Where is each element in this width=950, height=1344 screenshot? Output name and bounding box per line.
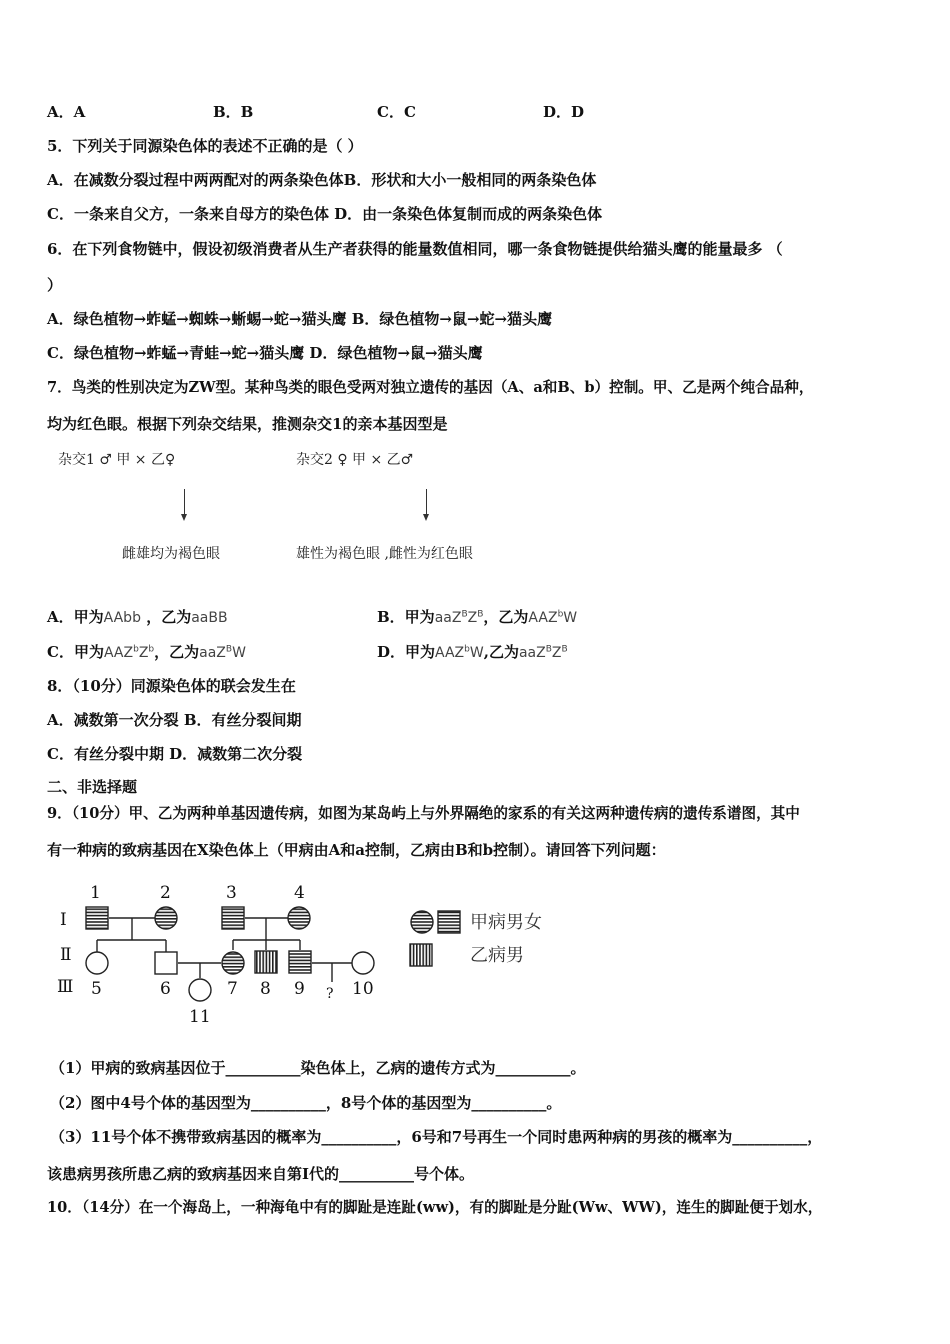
ped-num-11: 11 [189, 1007, 211, 1027]
q6-options-cd: C．绿色植物→蚱蜢→青蛙→蛇→猫头鹰 D．绿色植物→鼠→猫头鹰 [47, 344, 483, 362]
ped-num-1: 1 [90, 883, 101, 903]
g-sup: b [464, 644, 470, 655]
q10-stem: 10．（14分）在一个海岛上，一种海龟中有的脚趾是连趾(ww)，有的脚趾是分趾(Ww、WW)，连生的脚趾便于划水， [47, 1199, 823, 1216]
ped-female-2-affected-jia [155, 907, 177, 929]
q9-part-2: （2）图中4号个体的基因型为__________，8号个体的基因型为__________。 [50, 1094, 562, 1112]
q7-option-b [377, 607, 577, 628]
ped-num-2: 2 [160, 883, 171, 903]
q7-d-mid: ,乙为 [483, 643, 519, 661]
q7-b-genotype-2 [528, 610, 577, 626]
g-part: Z [467, 610, 478, 626]
cross-1-arrowhead [181, 514, 187, 521]
q7-a-genotype-1: AAbb [103, 610, 141, 626]
cross-2-label: 杂交2 ♀ 甲 × 乙♂ [296, 452, 414, 468]
q6-options-ab: A．绿色植物→蚱蜢→蜘蛛→蜥蜴→蛇→猫头鹰 B．绿色植物→鼠→蛇→猫头鹰 [47, 310, 553, 328]
q7-d-genotype-1 [435, 645, 484, 661]
q7-b-mid: ，乙为 [483, 608, 529, 626]
g-part: aaZ [518, 645, 546, 661]
g-sup: b [148, 644, 155, 655]
legend-male-jia-icon [438, 911, 460, 933]
g-sup: B [225, 644, 233, 655]
q7-b-label: B．甲为 [377, 608, 435, 626]
ped-num-6: 6 [160, 979, 171, 999]
q9-part-3: （3）11号个体不携带致病基因的概率为__________，6号和7号再生一个同时患两种病的男孩的概率为__________， [50, 1128, 823, 1146]
legend-yi-label: 乙病男 [470, 945, 524, 966]
q5-options-cd: C．一条来自父方，一条来自母方的染色体 D．由一条染色体复制而成的两条染色体 [47, 205, 603, 223]
q7-d-genotype-2 [519, 645, 568, 661]
ped-unknown-child: ? [326, 986, 334, 1002]
g-part: W [563, 610, 578, 626]
ped-num-7: 7 [227, 979, 238, 999]
q9-part-1: （1）甲病的致病基因位于__________染色体上，乙病的遗传方式为__________。 [50, 1059, 586, 1077]
ped-female-10 [352, 952, 374, 974]
g-part: aaZ [199, 645, 226, 661]
q4-option-a: A．A [47, 103, 86, 121]
q7-a-label: A．甲为 [47, 608, 104, 626]
q7-c-mid: ，乙为 [154, 643, 200, 661]
q8-options-cd: C．有丝分裂中期 D．减数第二次分裂 [47, 745, 303, 763]
section-2-heading: 二、非选择题 [47, 778, 138, 796]
q7-a-genotype-2: aaBB [191, 610, 228, 626]
g-part: W [232, 645, 246, 661]
q7-option-a [47, 607, 228, 628]
g-part: AAZ [435, 645, 465, 661]
pedigree-chart [0, 870, 600, 1030]
cross-1-result: 雌雄均为褐色眼 [122, 546, 220, 562]
g-part: Z [138, 645, 149, 661]
cross-1-arrow [184, 489, 185, 515]
q9-stem-line2: 有一种病的致病基因在X染色体上（甲病由A和a控制，乙病由B和b控制）。请回答下列问题： [47, 841, 666, 859]
ped-num-9: 9 [294, 979, 305, 999]
q8-stem: 8．（10分）同源染色体的联会发生在 [47, 677, 296, 695]
ped-male-8-affected-yi [255, 951, 277, 973]
ped-male-6 [155, 952, 177, 974]
g-sup: B [561, 644, 568, 655]
q8-options-ab: A．减数第一次分裂 B．有丝分裂间期 [47, 711, 302, 729]
ped-female-7-affected-jia [222, 952, 244, 974]
q6-stem-cont: ） [47, 276, 63, 294]
q5-options-ab: A．在减数分裂过程中两两配对的两条染色体B．形状和大小一般相同的两条染色体 [47, 171, 597, 189]
q7-c-genotype-1 [104, 645, 154, 661]
g-sup: B [477, 609, 484, 620]
q5-stem: 5．下列关于同源染色体的表述不正确的是（ ） [47, 137, 363, 155]
ped-female-11 [189, 979, 211, 1001]
q4-option-b: B．B [213, 103, 254, 121]
ped-num-8: 8 [260, 979, 271, 999]
g-part: AAZ [103, 645, 134, 661]
q7-option-c [47, 642, 246, 663]
g-sup: b [133, 644, 139, 655]
gen-label-i: Ⅰ [60, 910, 67, 930]
ped-female-5 [86, 952, 108, 974]
legend-jia-label: 甲病男女 [470, 912, 542, 933]
q4-option-d: D．D [543, 103, 585, 121]
ped-male-1-affected-jia [86, 907, 108, 929]
ped-male-9-affected-jia [289, 951, 311, 973]
g-part: AAZ [528, 610, 558, 626]
q7-c-label: C．甲为 [47, 643, 104, 661]
q4-option-c: C．C [377, 103, 416, 121]
legend-female-jia-icon [411, 911, 433, 933]
gen-label-ii: Ⅱ [60, 945, 72, 965]
q7-option-d [377, 642, 568, 663]
q7-d-label: D．甲为 [377, 643, 436, 661]
q7-a-mid: ，乙为 [140, 608, 192, 626]
g-part: Z [551, 645, 562, 661]
g-sup: B [461, 609, 468, 620]
g-sup: b [557, 609, 564, 620]
gen-label-iii: Ⅲ [57, 977, 74, 997]
legend-male-yi-icon [410, 944, 432, 966]
q7-c-genotype-2 [199, 645, 246, 661]
cross-2-result: 雄性为褐色眼 ,雌性为红色眼 [296, 546, 473, 562]
cross-2-arrowhead [423, 514, 429, 521]
ped-num-4: 4 [294, 883, 305, 903]
ped-female-4-affected-jia [288, 907, 310, 929]
q7-stem-line1: 7．鸟类的性别决定为ZW型。某种鸟类的眼色受两对独立遗传的基因（A、a和B、b）控制。甲、乙是两个纯合品种， [47, 379, 814, 396]
g-part: W [469, 645, 484, 661]
g-part: aaZ [434, 610, 462, 626]
q7-stem-line2: 均为红色眼。根据下列杂交结果，推测杂交1的亲本基因型是 [47, 415, 448, 433]
ped-num-3: 3 [226, 883, 237, 903]
g-sup: B [545, 644, 552, 655]
q6-stem: 6．在下列食物链中，假设初级消费者从生产者获得的能量数值相同，哪一条食物链提供给猫头鹰的能量最多 （ [47, 240, 783, 258]
q9-stem-line1: 9．（10分）甲、乙为两种单基因遗传病，如图为某岛屿上与外界隔绝的家系的有关这两种遗传病的遗传系谱图，其中 [47, 805, 800, 822]
ped-num-5: 5 [91, 979, 102, 999]
q9-part-3-cont: 该患病男孩所患乙病的致病基因来自第Ⅰ代的__________号个体。 [47, 1165, 475, 1183]
ped-num-10: 10 [352, 979, 374, 999]
cross-2-arrow [426, 489, 427, 515]
cross-1-label: 杂交1 ♂ 甲 × 乙♀ [58, 452, 176, 468]
ped-male-3-affected-jia [222, 907, 244, 929]
q7-b-genotype-1 [435, 610, 484, 626]
